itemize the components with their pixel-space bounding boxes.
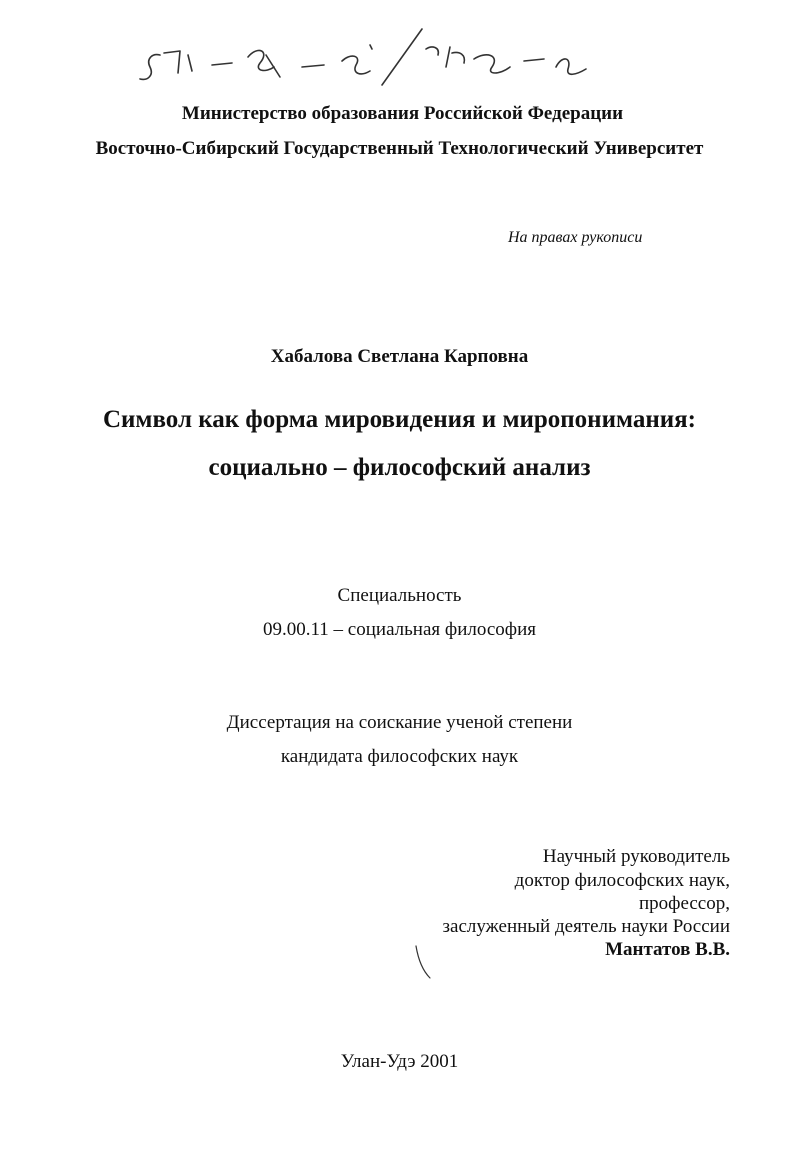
university-heading: Восточно-Сибирский Государственный Технологический Университет	[95, 138, 704, 159]
handwritten-catalog-number	[120, 15, 610, 95]
specialty-label: Специальность	[337, 585, 462, 606]
degree-statement-line-2: кандидата философских наук	[280, 746, 519, 767]
degree-statement-line-1: Диссертация на соискание ученой степени	[226, 712, 573, 733]
author-name: Хабалова Светлана Карповна	[270, 346, 529, 367]
advisor-role: Научный руководитель	[542, 846, 730, 867]
dissertation-title-line-1: Символ как форма мировидения и миропонимания:	[102, 406, 697, 433]
dissertation-title-line-2: социально – философский анализ	[208, 454, 591, 481]
city-year: Улан-Удэ 2001	[340, 1051, 459, 1072]
pen-mark	[412, 942, 434, 982]
advisor-name: Мантатов В.В.	[605, 939, 730, 960]
manuscript-rights-note: На правах рукописи	[508, 229, 643, 246]
specialty-value: 09.00.11 – социальная философия	[263, 619, 536, 640]
advisor-title: профессор,	[638, 893, 730, 914]
ministry-heading: Министерство образования Российской Федерации	[181, 103, 624, 124]
advisor-honor: заслуженный деятель науки России	[442, 916, 730, 937]
advisor-degree: доктор философских наук,	[514, 870, 730, 891]
